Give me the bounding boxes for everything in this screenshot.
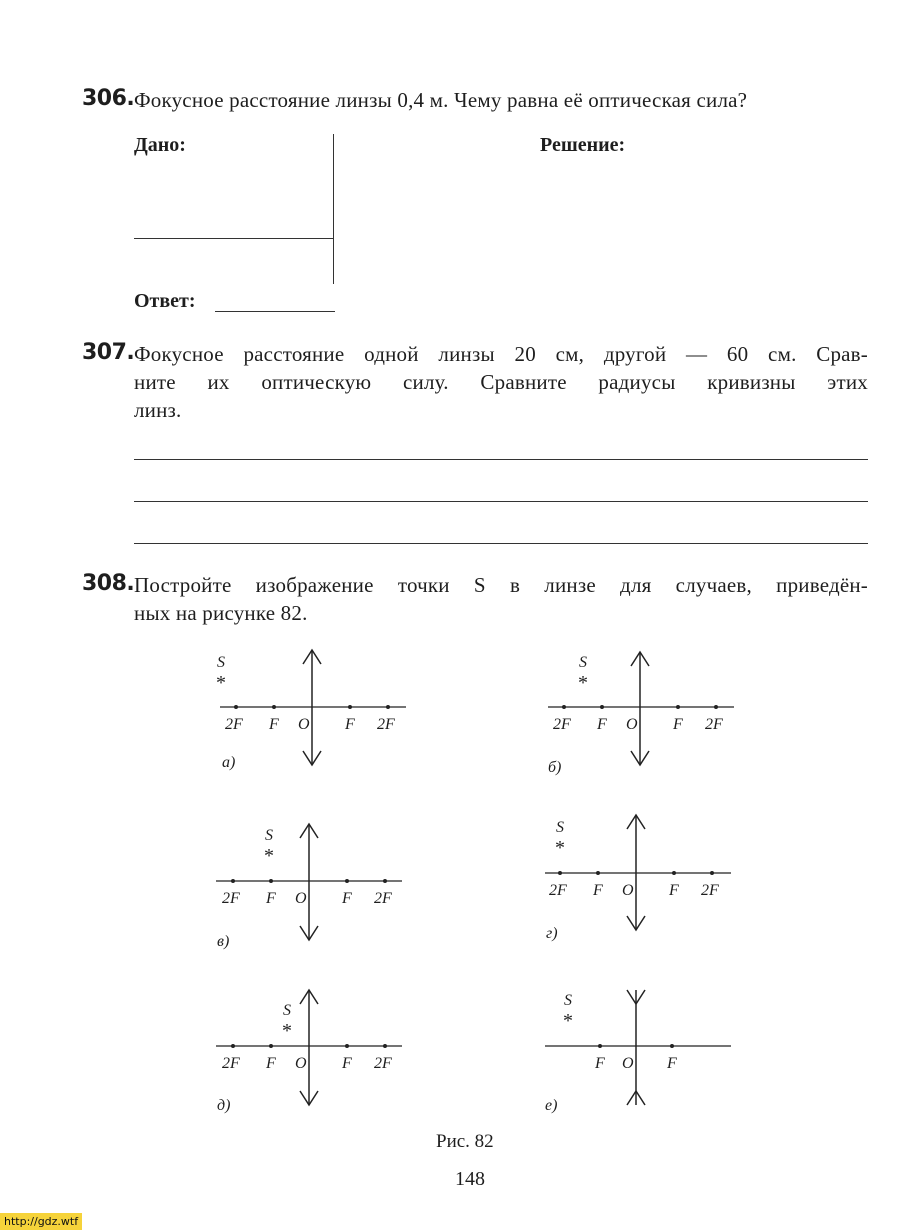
panel-4-axis-label: F [593,882,603,899]
panel-3-axis-label: F [266,890,276,907]
panel-3-letter: в) [217,933,230,950]
panel-1-axis-label: F [269,716,279,733]
panel-5-focal-point [269,1044,273,1048]
panel-6-focal-point [598,1044,602,1048]
panel-3-axis-label: 2F [222,890,240,907]
problem-308-line-1: Постройте изображение точки S в линзе для случаев, приведён- [134,573,868,597]
panel-6-point-label: S [564,992,572,1009]
panel-5-letter: д) [217,1097,231,1114]
problem-308-line-2: ных на рисунке 82. [134,601,308,625]
panel-4-axis-label: F [669,882,679,899]
panel-5-axis-label: 2F [374,1055,392,1072]
panel-3-focal-point [231,879,235,883]
answer-label: Ответ: [134,290,196,312]
panel-4-focal-point [672,871,676,875]
panel-5-axis-label: F [342,1055,352,1072]
panel-3-axis-label: F [342,890,352,907]
page-number: 148 [455,1168,485,1190]
panel-5-focal-point [345,1044,349,1048]
panel-1-axis-label: O [298,716,310,733]
panel-3-axis-label: O [295,890,307,907]
panel-1-axis-label: 2F [377,716,395,733]
panel-6-axis-label: F [667,1055,677,1072]
panel-5-axis-label: F [266,1055,276,1072]
panel-2-star-icon: * [578,672,588,694]
panel-2-focal-point [676,705,680,709]
panel-2-axis-label: F [597,716,607,733]
panel-5-point-label: S [283,1002,291,1019]
panel-1-letter: а) [222,754,236,771]
solution-label: Решение: [540,134,626,156]
panel-5-focal-point [231,1044,235,1048]
panel-5-focal-point [383,1044,387,1048]
panel-3-focal-point [383,879,387,883]
panel-1-star-icon: * [216,672,226,694]
panel-4-axis-label: 2F [701,882,719,899]
panel-1-axis-label: 2F [225,716,243,733]
panel-2-axis-label: 2F [553,716,571,733]
panel-6-letter: е) [545,1097,558,1114]
problem-307-line-3: линз. [134,398,182,422]
panel-3-star-icon: * [264,845,274,867]
panel-1-focal-point [386,705,390,709]
panel-5-axis-label: O [295,1055,307,1072]
problem-306-number: 306. [82,86,135,111]
panel-2-axis-label: F [673,716,683,733]
watermark: http://gdz.wtf [0,1213,82,1230]
panel-4-star-icon: * [555,837,565,859]
panel-4-focal-point [558,871,562,875]
panel-2-focal-point [714,705,718,709]
panel-1-focal-point [272,705,276,709]
panel-4-letter: г) [546,925,558,942]
panel-4-point-label: S [556,819,564,836]
problem-307-line-2: ните их оптическую силу. Сравните радиусы кривизны этих [134,370,868,394]
panel-5-star-icon: * [282,1020,292,1042]
panel-2-point-label: S [579,654,587,671]
problem-306-text: Фокусное расстояние линзы 0,4 м. Чему равна её оптическая сила? [134,88,748,112]
panel-1-axis-label: F [345,716,355,733]
panel-3-point-label: S [265,827,273,844]
panel-3-focal-point [345,879,349,883]
panel-4-focal-point [596,871,600,875]
figure-caption: Рис. 82 [436,1131,494,1152]
problem-308-number: 308. [82,571,135,596]
panel-1-focal-point [348,705,352,709]
panel-4-axis-label: O [622,882,634,899]
panel-6-axis-label: O [622,1055,634,1072]
panel-2-focal-point [600,705,604,709]
panel-6-focal-point [670,1044,674,1048]
panel-1-point-label: S [217,654,225,671]
panel-3-axis-label: 2F [374,890,392,907]
panel-2-focal-point [562,705,566,709]
panel-4-axis-label: 2F [549,882,567,899]
panel-4-focal-point [710,871,714,875]
panel-6-star-icon: * [563,1010,573,1032]
panel-5-axis-label: 2F [222,1055,240,1072]
panel-6-axis-label: F [595,1055,605,1072]
panel-2-axis-label: 2F [705,716,723,733]
panel-3-focal-point [269,879,273,883]
given-label: Дано: [134,134,186,156]
problem-307-number: 307. [82,340,135,365]
panel-2-letter: б) [548,759,562,776]
problem-307-line-1: Фокусное расстояние одной линзы 20 см, другой — 60 см. Срав- [134,342,868,366]
panel-2-axis-label: O [626,716,638,733]
panel-1-focal-point [234,705,238,709]
